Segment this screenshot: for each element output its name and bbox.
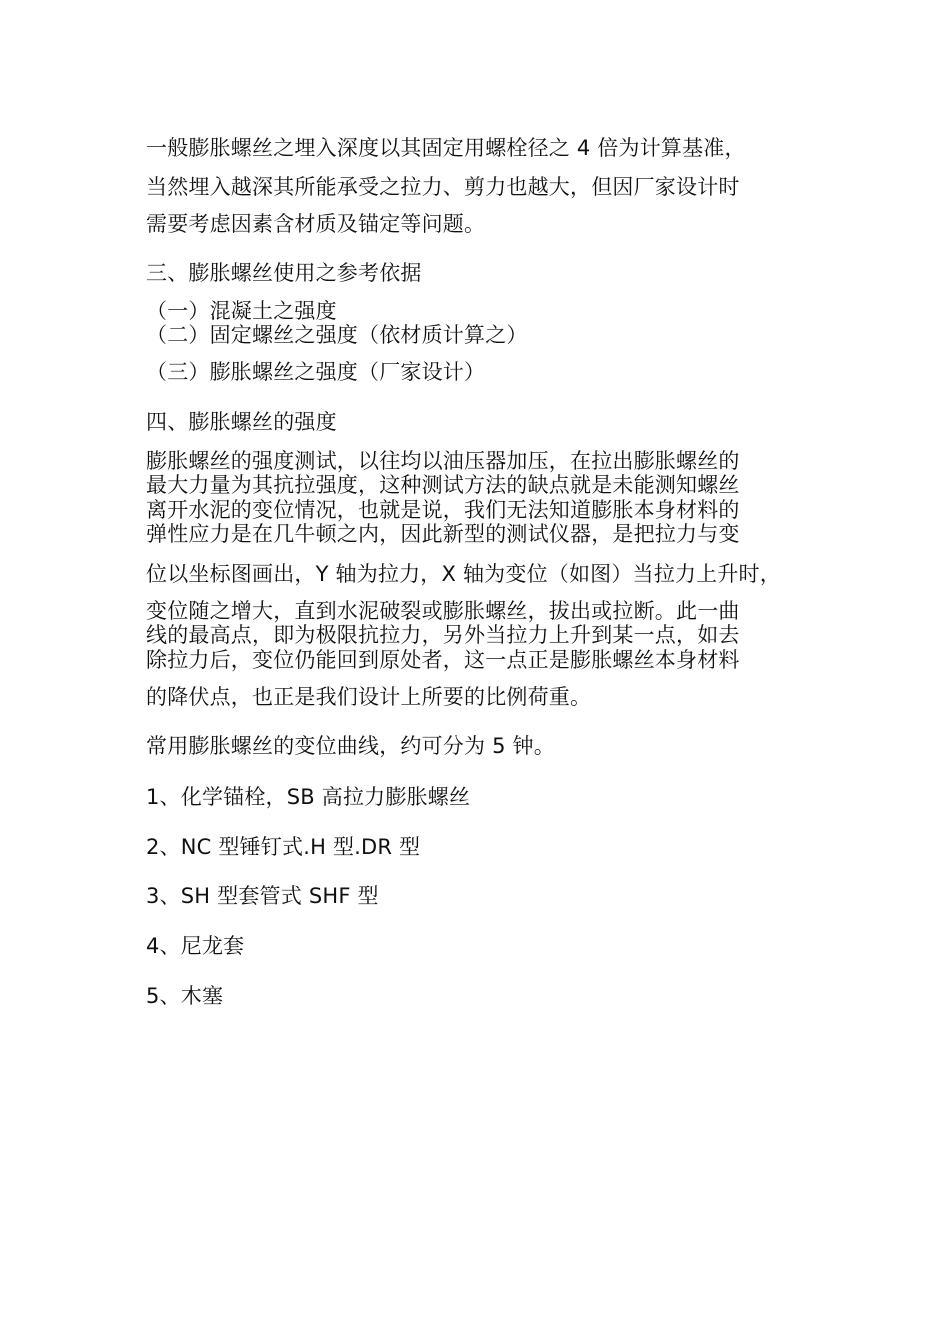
curves-intro: 常用膨胀螺丝的变位曲线，约可分为 5 钟。 (146, 734, 555, 758)
list-item: 2、NC 型锤钉式.H 型.DR 型 (146, 835, 421, 859)
list-item: 5、木塞 (146, 984, 224, 1008)
section-heading: 三、膨胀螺丝使用之参考依据 (146, 261, 422, 285)
paragraph-line: 弹性应力是在几牛顿之内，因此新型的测试仪器，是把拉力与变 (146, 522, 740, 546)
paragraph-line: 膨胀螺丝的强度测试，以往均以油压器加压，在拉出膨胀螺丝的 (146, 449, 740, 473)
paragraph-line: 除拉力后，变位仍能回到原处者，这一点正是膨胀螺丝本身材料 (146, 648, 740, 672)
paragraph-line: 的降伏点，也正是我们设计上所要的比例荷重。 (146, 685, 592, 709)
list-item: （三）膨胀螺丝之强度（厂家设计） (146, 360, 486, 384)
list-item: （一）混凝土之强度 (146, 299, 337, 323)
paragraph-line: 当然埋入越深其所能承受之拉力、剪力也越大，但因厂家设计时 (146, 175, 740, 199)
paragraph-line: 一般膨胀螺丝之埋入深度以其固定用螺栓径之 4 倍为计算基准， (146, 136, 746, 160)
paragraph-line: 变位随之增大，直到水泥破裂或膨胀螺丝，拔出或拉断。此一曲 (146, 599, 740, 623)
list-item: 1、化学锚栓，SB 高拉力膨胀螺丝 (146, 785, 471, 809)
section-heading: 四、膨胀螺丝的强度 (146, 410, 337, 434)
list-item: （二）固定螺丝之强度（依材质计算之） (146, 323, 528, 347)
paragraph-line: 位以坐标图画出，Y 轴为拉力，X 轴为变位（如图）当拉力上升时， (146, 562, 781, 586)
paragraph-line: 最大力量为其抗拉强度，这种测试方法的缺点就是未能测知螺丝 (146, 473, 740, 497)
list-item: 3、SH 型套管式 SHF 型 (146, 884, 379, 908)
paragraph-line: 需要考虑因素含材质及锚定等问题。 (146, 212, 486, 236)
paragraph-line: 线的最高点，即为极限抗拉力，另外当拉力上升到某一点，如去 (146, 623, 740, 647)
paragraph-line: 离开水泥的变位情况，也就是说，我们无法知道膨胀本身材料的 (146, 498, 740, 522)
list-item: 4、尼龙套 (146, 934, 245, 958)
